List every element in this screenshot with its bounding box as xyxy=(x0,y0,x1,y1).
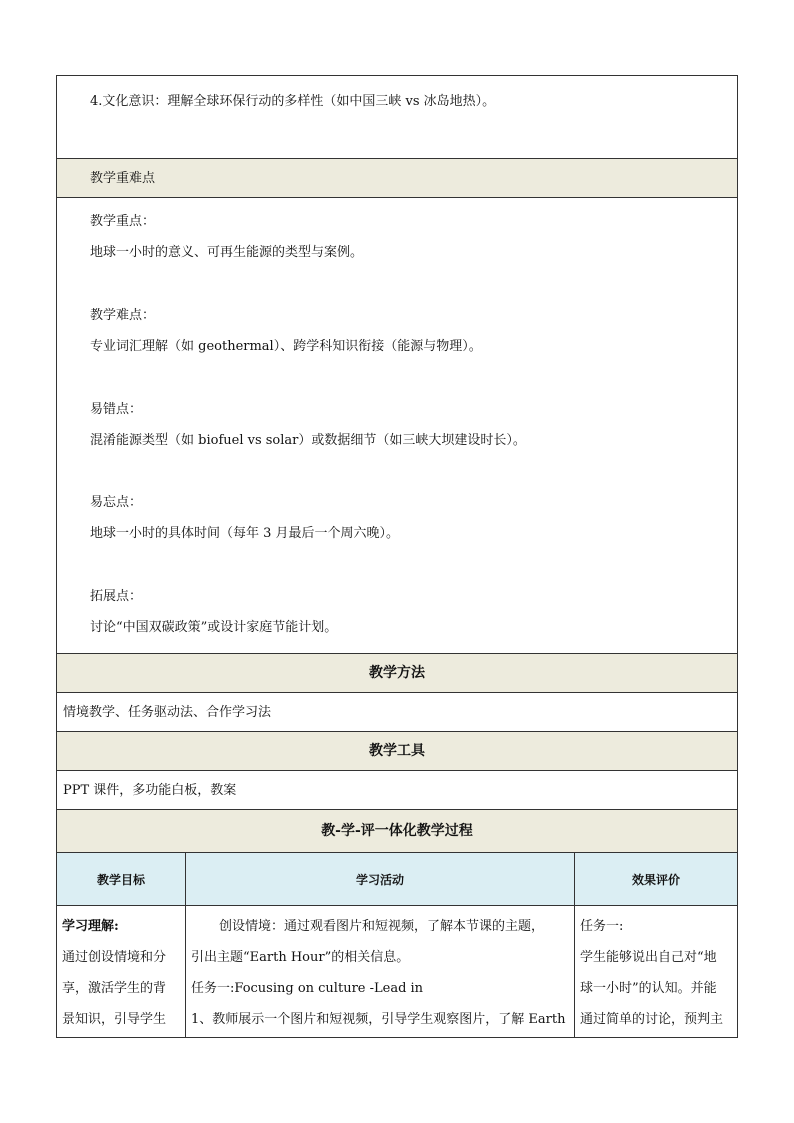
culture-objective-row xyxy=(56,75,738,158)
forget-label: 易忘点： xyxy=(90,495,143,510)
goal-line: 享，激活学生的背 xyxy=(62,981,167,996)
evaluation-line: 学生能够说出自己对“地 xyxy=(580,950,717,965)
goal-line: 通过创设情境和分 xyxy=(62,950,167,965)
goal-title: 学习理解: xyxy=(62,919,119,934)
difficulty-label: 教学难点： xyxy=(90,308,156,323)
goal-line: 景知识，引导学生 xyxy=(62,1012,167,1027)
tools-row xyxy=(56,770,738,809)
key-points-header-row xyxy=(56,158,738,197)
process-header-row xyxy=(56,809,738,852)
activity-line: 1、教师展示一个图片和短视频，引导学生观察图片，了解 Earth xyxy=(191,1012,566,1027)
evaluation-cell xyxy=(574,906,737,1037)
extend-label: 拓展点： xyxy=(90,589,143,604)
methods-header: 教学方法 xyxy=(369,665,425,681)
evaluation-line: 任务一: xyxy=(580,919,624,934)
activity-line: 创设情境：通过观看图片和短视频，了解本节课的主题， xyxy=(219,919,545,934)
column-header-activity: 学习活动 xyxy=(355,873,404,887)
methods-row xyxy=(56,692,738,731)
goal-cell xyxy=(57,906,185,1037)
tools-text: PPT 课件，多功能白板，教案 xyxy=(63,783,237,798)
process-row xyxy=(56,905,738,1038)
methods-header-row xyxy=(56,653,738,692)
methods-text: 情境教学、任务驱动法、合作学习法 xyxy=(63,705,272,720)
tools-header-row xyxy=(56,731,738,770)
difficulty-text: 专业词汇理解（如 geothermal）、跨学科知识衔接（能源与物理）。 xyxy=(90,339,482,354)
column-header-goal-cell xyxy=(57,853,185,905)
activity-cell xyxy=(185,906,574,1037)
key-points-header: 教学重难点 xyxy=(90,171,156,186)
evaluation-line: 通过简单的讨论，预判主 xyxy=(580,1012,724,1027)
tools-header: 教学工具 xyxy=(369,743,425,759)
focus-label: 教学重点： xyxy=(90,214,156,229)
activity-line: 引出主题“Earth Hour”的相关信息。 xyxy=(191,950,410,965)
column-header-evaluation: 效果评价 xyxy=(631,873,680,887)
process-header: 教-学-评一体化教学过程 xyxy=(321,823,473,839)
key-points-content xyxy=(56,197,738,653)
forget-text: 地球一小时的具体时间（每年 3 月最后一个周六晚）。 xyxy=(90,526,400,541)
error-text: 混淆能源类型（如 biofuel vs solar）或数据细节（如三峡大坝建设时长）。 xyxy=(90,433,526,448)
extend-text: 讨论“中国双碳政策”或设计家庭节能计划。 xyxy=(90,620,338,635)
lesson-plan-page xyxy=(56,75,738,1038)
process-column-headers xyxy=(56,852,738,905)
focus-text: 地球一小时的意义、可再生能源的类型与案例。 xyxy=(90,245,364,260)
column-header-goal: 教学目标 xyxy=(96,873,145,887)
culture-objective-text: 4.文化意识：理解全球环保行动的多样性（如中国三峡 vs 冰岛地热）。 xyxy=(90,94,496,109)
activity-line: 任务一:Focusing on culture -Lead in xyxy=(191,981,424,996)
error-label: 易错点： xyxy=(90,402,143,417)
column-header-evaluation-cell xyxy=(574,853,737,905)
column-header-activity-cell xyxy=(185,853,574,905)
evaluation-line: 球一小时”的认知。并能 xyxy=(580,981,717,996)
